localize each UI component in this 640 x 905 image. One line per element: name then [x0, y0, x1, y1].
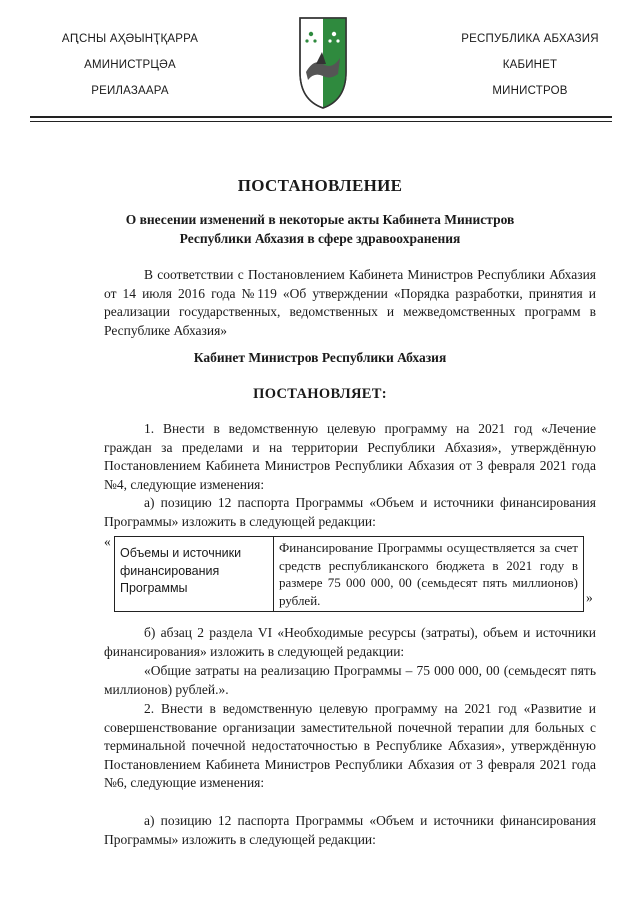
document-subtitle — [100, 210, 540, 248]
item-1a-paragraph: а) позицию 12 паспорта Программы «Объем и источники финансирования Программы» изложить в следующей редакции: — [104, 495, 596, 529]
passport-table-block — [104, 534, 596, 608]
passport-table — [114, 536, 584, 612]
preamble-paragraph: В соответствии с Постановлением Кабинета Министров Республики Абхазия от 14 июля 2016 года №119 «Об утверждении «Порядка разработки, принятия и реализации государственных, ведомственных и межведомственных программ в Республике Абхазия» — [104, 267, 596, 338]
header-abkhaz — [40, 26, 220, 104]
abkhazia-coat-of-arms-icon — [296, 14, 350, 110]
table-cell-value: Финансирование Программы осуществляется за счет средств республиканского бюджета в 2021 году в размере 75 000 000, 00 (семьдесят пять миллионов) рублей. — [274, 537, 584, 612]
header-right-line-1: РЕСПУБЛИКА АБХАЗИЯ — [461, 33, 599, 45]
header-right-line-2: КАБИНЕТ — [502, 59, 558, 71]
header-divider-thick — [30, 116, 612, 118]
header-left-line-1: АԤСНЫ АҲӘЫНҬҚАРРА — [61, 33, 199, 45]
item-2-paragraph: 2. Внести в ведомственную целевую программу на 2021 год «Развитие и совершенствование организации заместительной почечной терапии для больных с терминальной почечной недостаточностью в Республике Абхазия», утверждённую Постановлением Кабинета Министров Республики Абхазия от 3 февраля 2021 года №6, следующие изменения: — [104, 701, 596, 790]
table-row — [115, 537, 584, 612]
item-1-paragraph: 1. Внести в ведомственную целевую программу на 2021 год «Лечение граждан за пределами и на территории Республики Абхазия», утверждённую Постановлением Кабинета Министров Республики Абхазия от 3 февраля 2021 года №4, следующие изменения: — [104, 421, 596, 492]
table-cell-label: Объемы и источники финансирования Программы — [115, 537, 274, 612]
decree-heading: ПОСТАНОВЛЯЕТ: — [253, 386, 387, 402]
header-left-line-3: РЕИЛАЗААРА — [91, 85, 169, 97]
header-divider-thin — [30, 121, 612, 122]
subtitle-line-2: Республики Абхазия в сфере здравоохранения — [179, 231, 461, 246]
document-title: ПОСТАНОВЛЕНИЕ — [237, 176, 403, 195]
header-right-line-3: МИНИСТРОВ — [492, 85, 568, 97]
item-1b-quote: «Общие затраты на реализацию Программы – 75 000 000, 00 (семьдесят пять миллионов) рублей.». — [104, 663, 596, 697]
quote-open: « — [104, 534, 111, 549]
item-1b-paragraph: б) абзац 2 раздела VI «Необходимые ресурсы (затраты), объем и источники финансирования» изложить в следующей редакции: — [104, 625, 596, 659]
header-russian — [440, 26, 620, 104]
issuing-body: Кабинет Министров Республики Абхазия — [193, 350, 447, 365]
item-2a-paragraph: а) позицию 12 паспорта Программы «Объем и источники финансирования Программы» изложить в следующей редакции: — [104, 813, 596, 847]
quote-close: » — [586, 590, 593, 605]
subtitle-line-1: О внесении изменений в некоторые акты Кабинета Министров — [125, 212, 515, 227]
header-left-line-2: АМИНИСТРЦӘА — [84, 59, 176, 71]
